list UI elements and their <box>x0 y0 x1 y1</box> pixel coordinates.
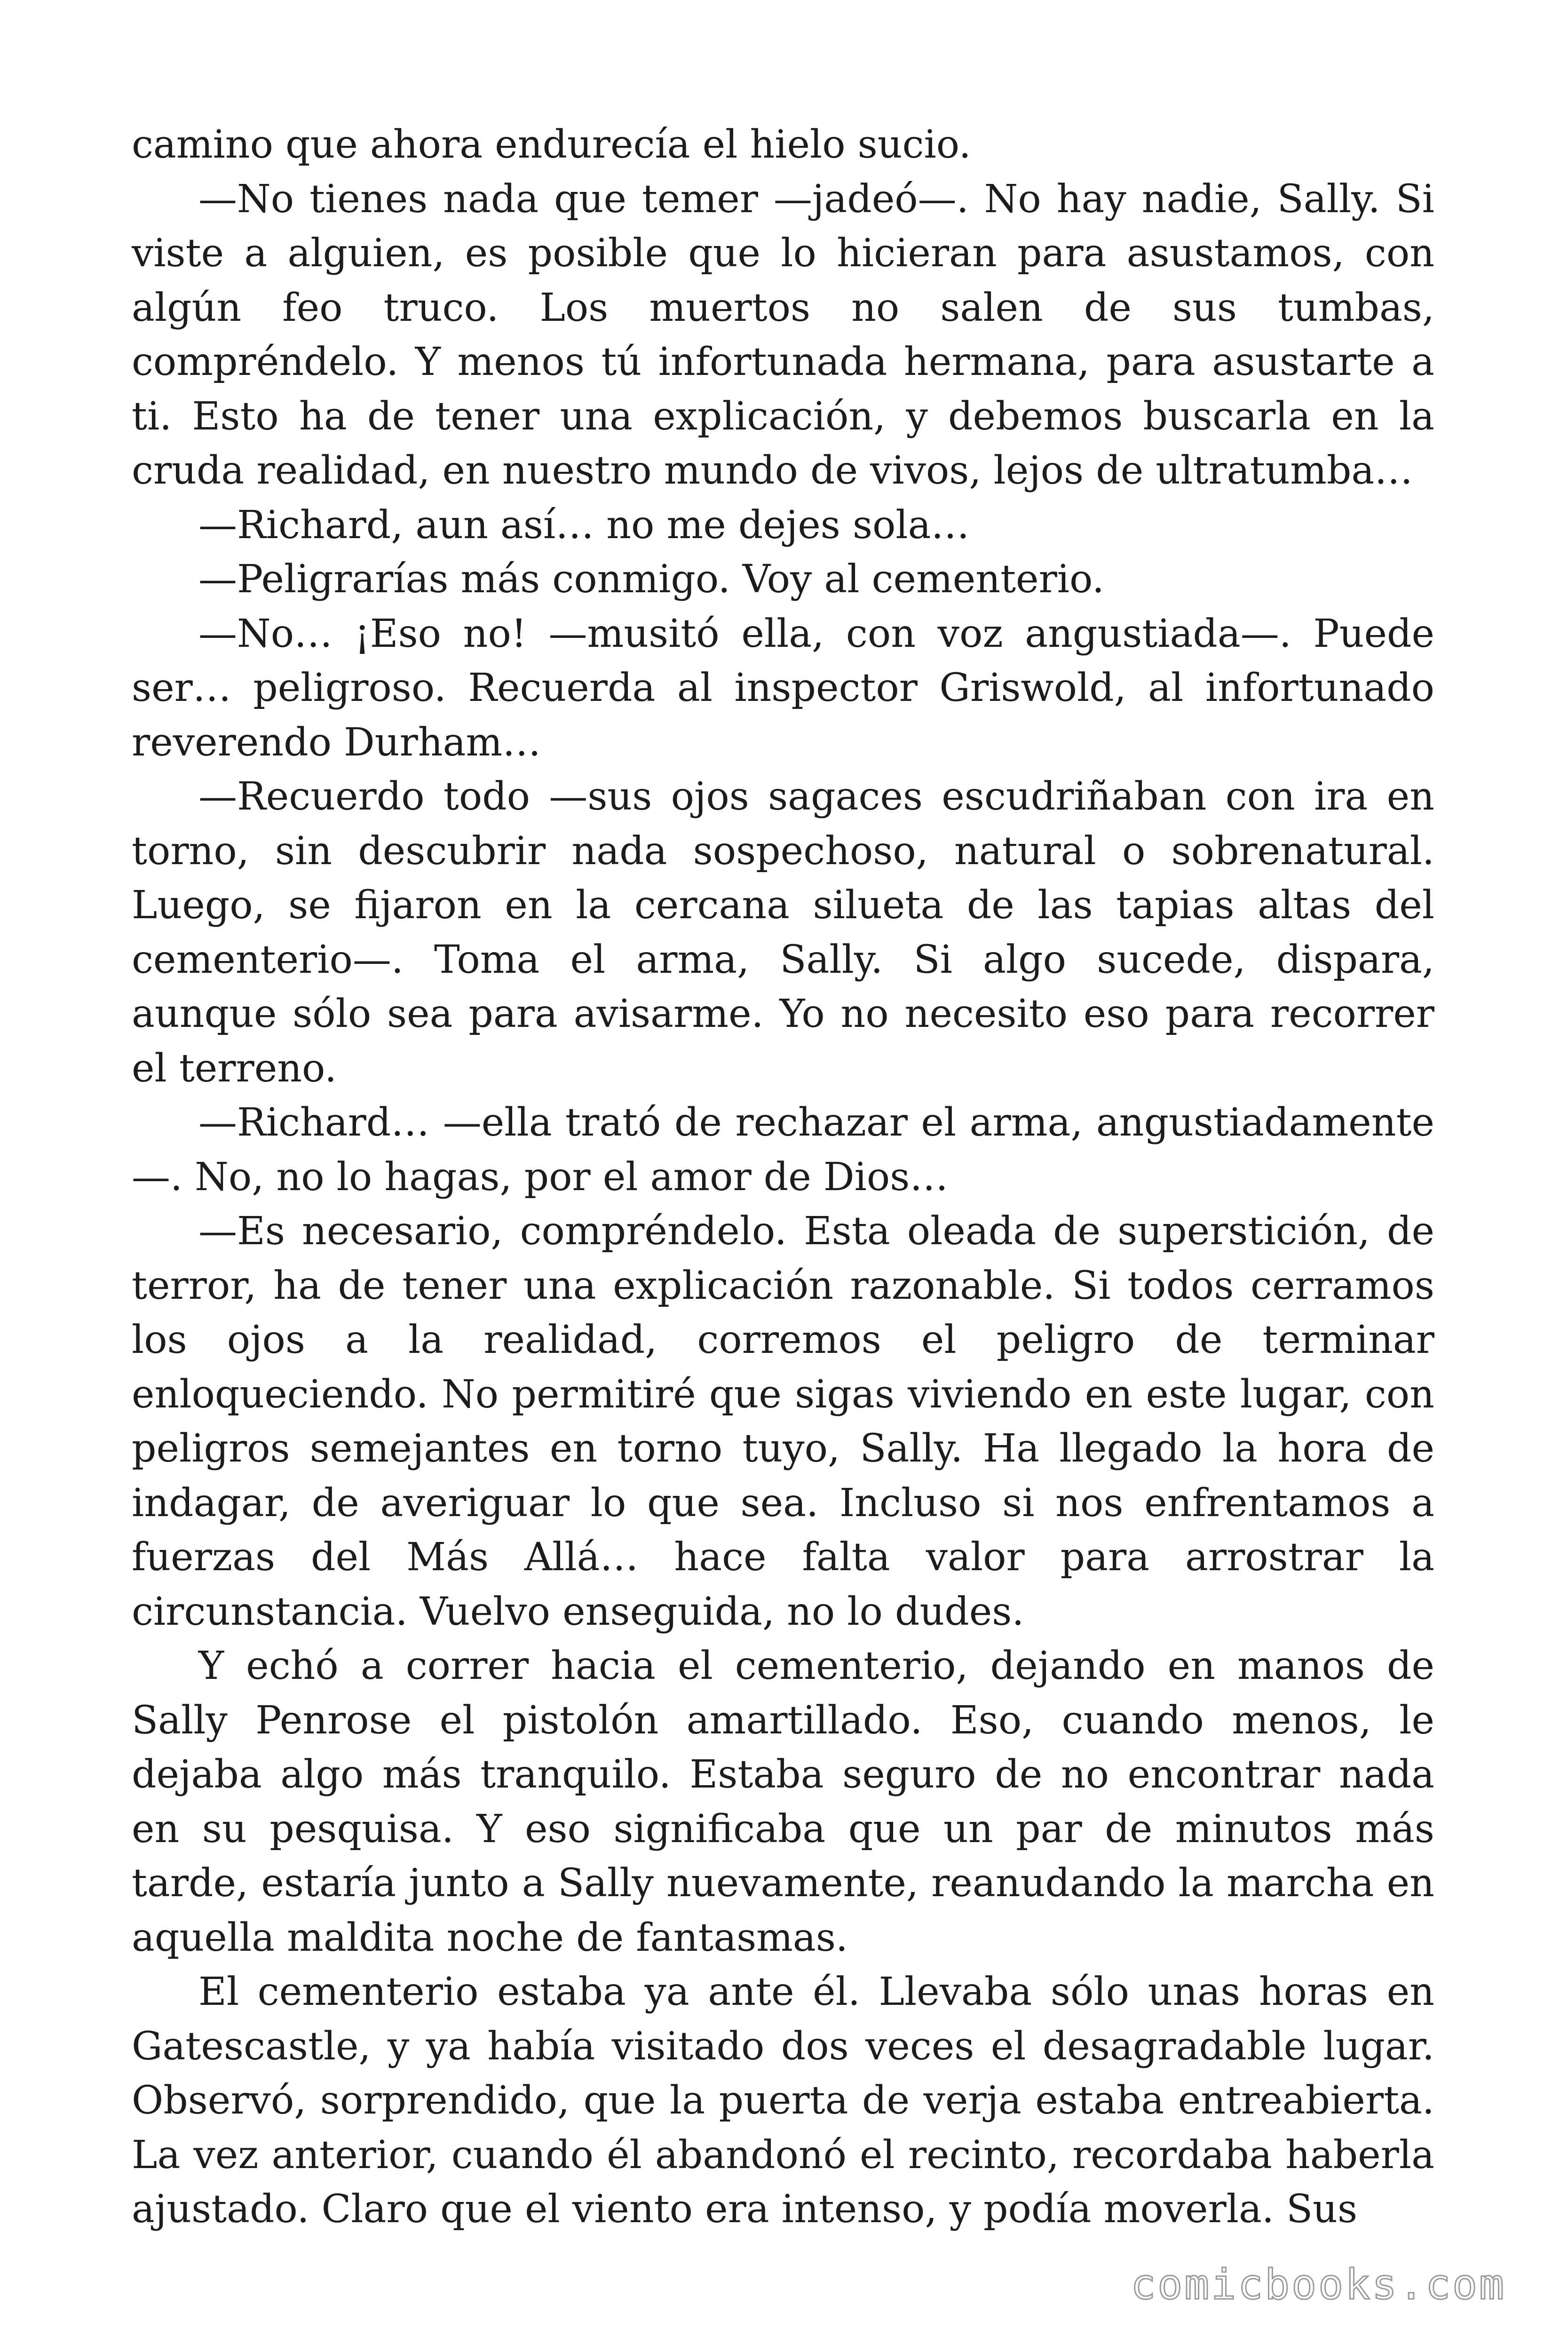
paragraph: —Recuerdo todo —sus ojos sagaces escudriñaban con ira en torno, sin descubrir nada sospechoso, natural o sobrenatural. Luego, se fijaron en la cercana silueta de las tapias altas del cementerio—. Toma el arma, Sally. Si algo sucede, dispara, aunque sólo sea para avisarme. Yo no necesito eso para recorrer el terreno. <box>132 774 1434 1091</box>
paragraph: —Peligrarías más conmigo. Voy al cementerio. <box>198 557 1104 602</box>
paragraph: —No… ¡Eso no! —musitó ella, con voz angustiada—. Puede ser… peligroso. Recuerda al inspector Griswold, al infortunado reverendo Durham… <box>132 611 1434 765</box>
paragraph: —No tienes nada que temer —jadeó—. No hay nadie, Sally. Si viste a alguien, es posible que lo hicieran para asustamos, con algún feo truco. Los muertos no salen de sus tumbas, compréndelo. Y menos tú infortunada hermana, para asustarte a ti. Esto ha de tener una explicación, y debemos buscarla en la cruda realidad, en nuestro mundo de vivos, lejos de ultratumba… <box>132 176 1434 493</box>
paragraph: —Es necesario, compréndelo. Esta oleada de superstición, de terror, ha de tener una explicación razonable. Si todos cerramos los ojos a la realidad, corremos el peligro de terminar enloqueciendo. No permitiré que sigas viviendo en este lugar, con peligros semejantes en torno tuyo, Sally. Ha llegado la hora de indagar, de averiguar lo que sea. Incluso si nos enfrentamos a fuerzas del Más Allá… hace falta valor para arrostrar la circunstancia. Vuelvo enseguida, no lo dudes. <box>132 1209 1434 1634</box>
paragraph: El cementerio estaba ya ante él. Llevaba sólo unas horas en Gatescastle, y ya había visitado dos veces el desagradable lugar. Observó, sorprendido, que la puerta de verja estaba entreabierta. La vez anterior, cuando él abandonó el recinto, recordaba haberla ajustado. Claro que el viento era intenso, y podía moverla. Sus <box>132 1970 1434 2232</box>
watermark-text: comicbooks.com <box>1131 2260 1506 2309</box>
body-text <box>132 118 1434 2237</box>
paragraph: —Richard… —ella trató de rechazar el arma, angustiadamente —. No, no lo hagas, por el amor de Dios… <box>132 1100 1434 1200</box>
paragraph: —Richard, aun así… no me dejes sola… <box>198 502 970 548</box>
paragraph-continued: camino que ahora endurecía el hielo sucio. <box>132 122 971 167</box>
paragraph: Y echó a correr hacia el cementerio, dejando en manos de Sally Penrose el pistolón amartillado. Eso, cuando menos, le dejaba algo más tranquilo. Estaba seguro de no encontrar nada en su pesquisa. Y eso significaba que un par de minutos más tarde, estaría junto a Sally nuevamente, reanudando la marcha en aquella maldita noche de fantasmas. <box>132 1644 1434 1960</box>
